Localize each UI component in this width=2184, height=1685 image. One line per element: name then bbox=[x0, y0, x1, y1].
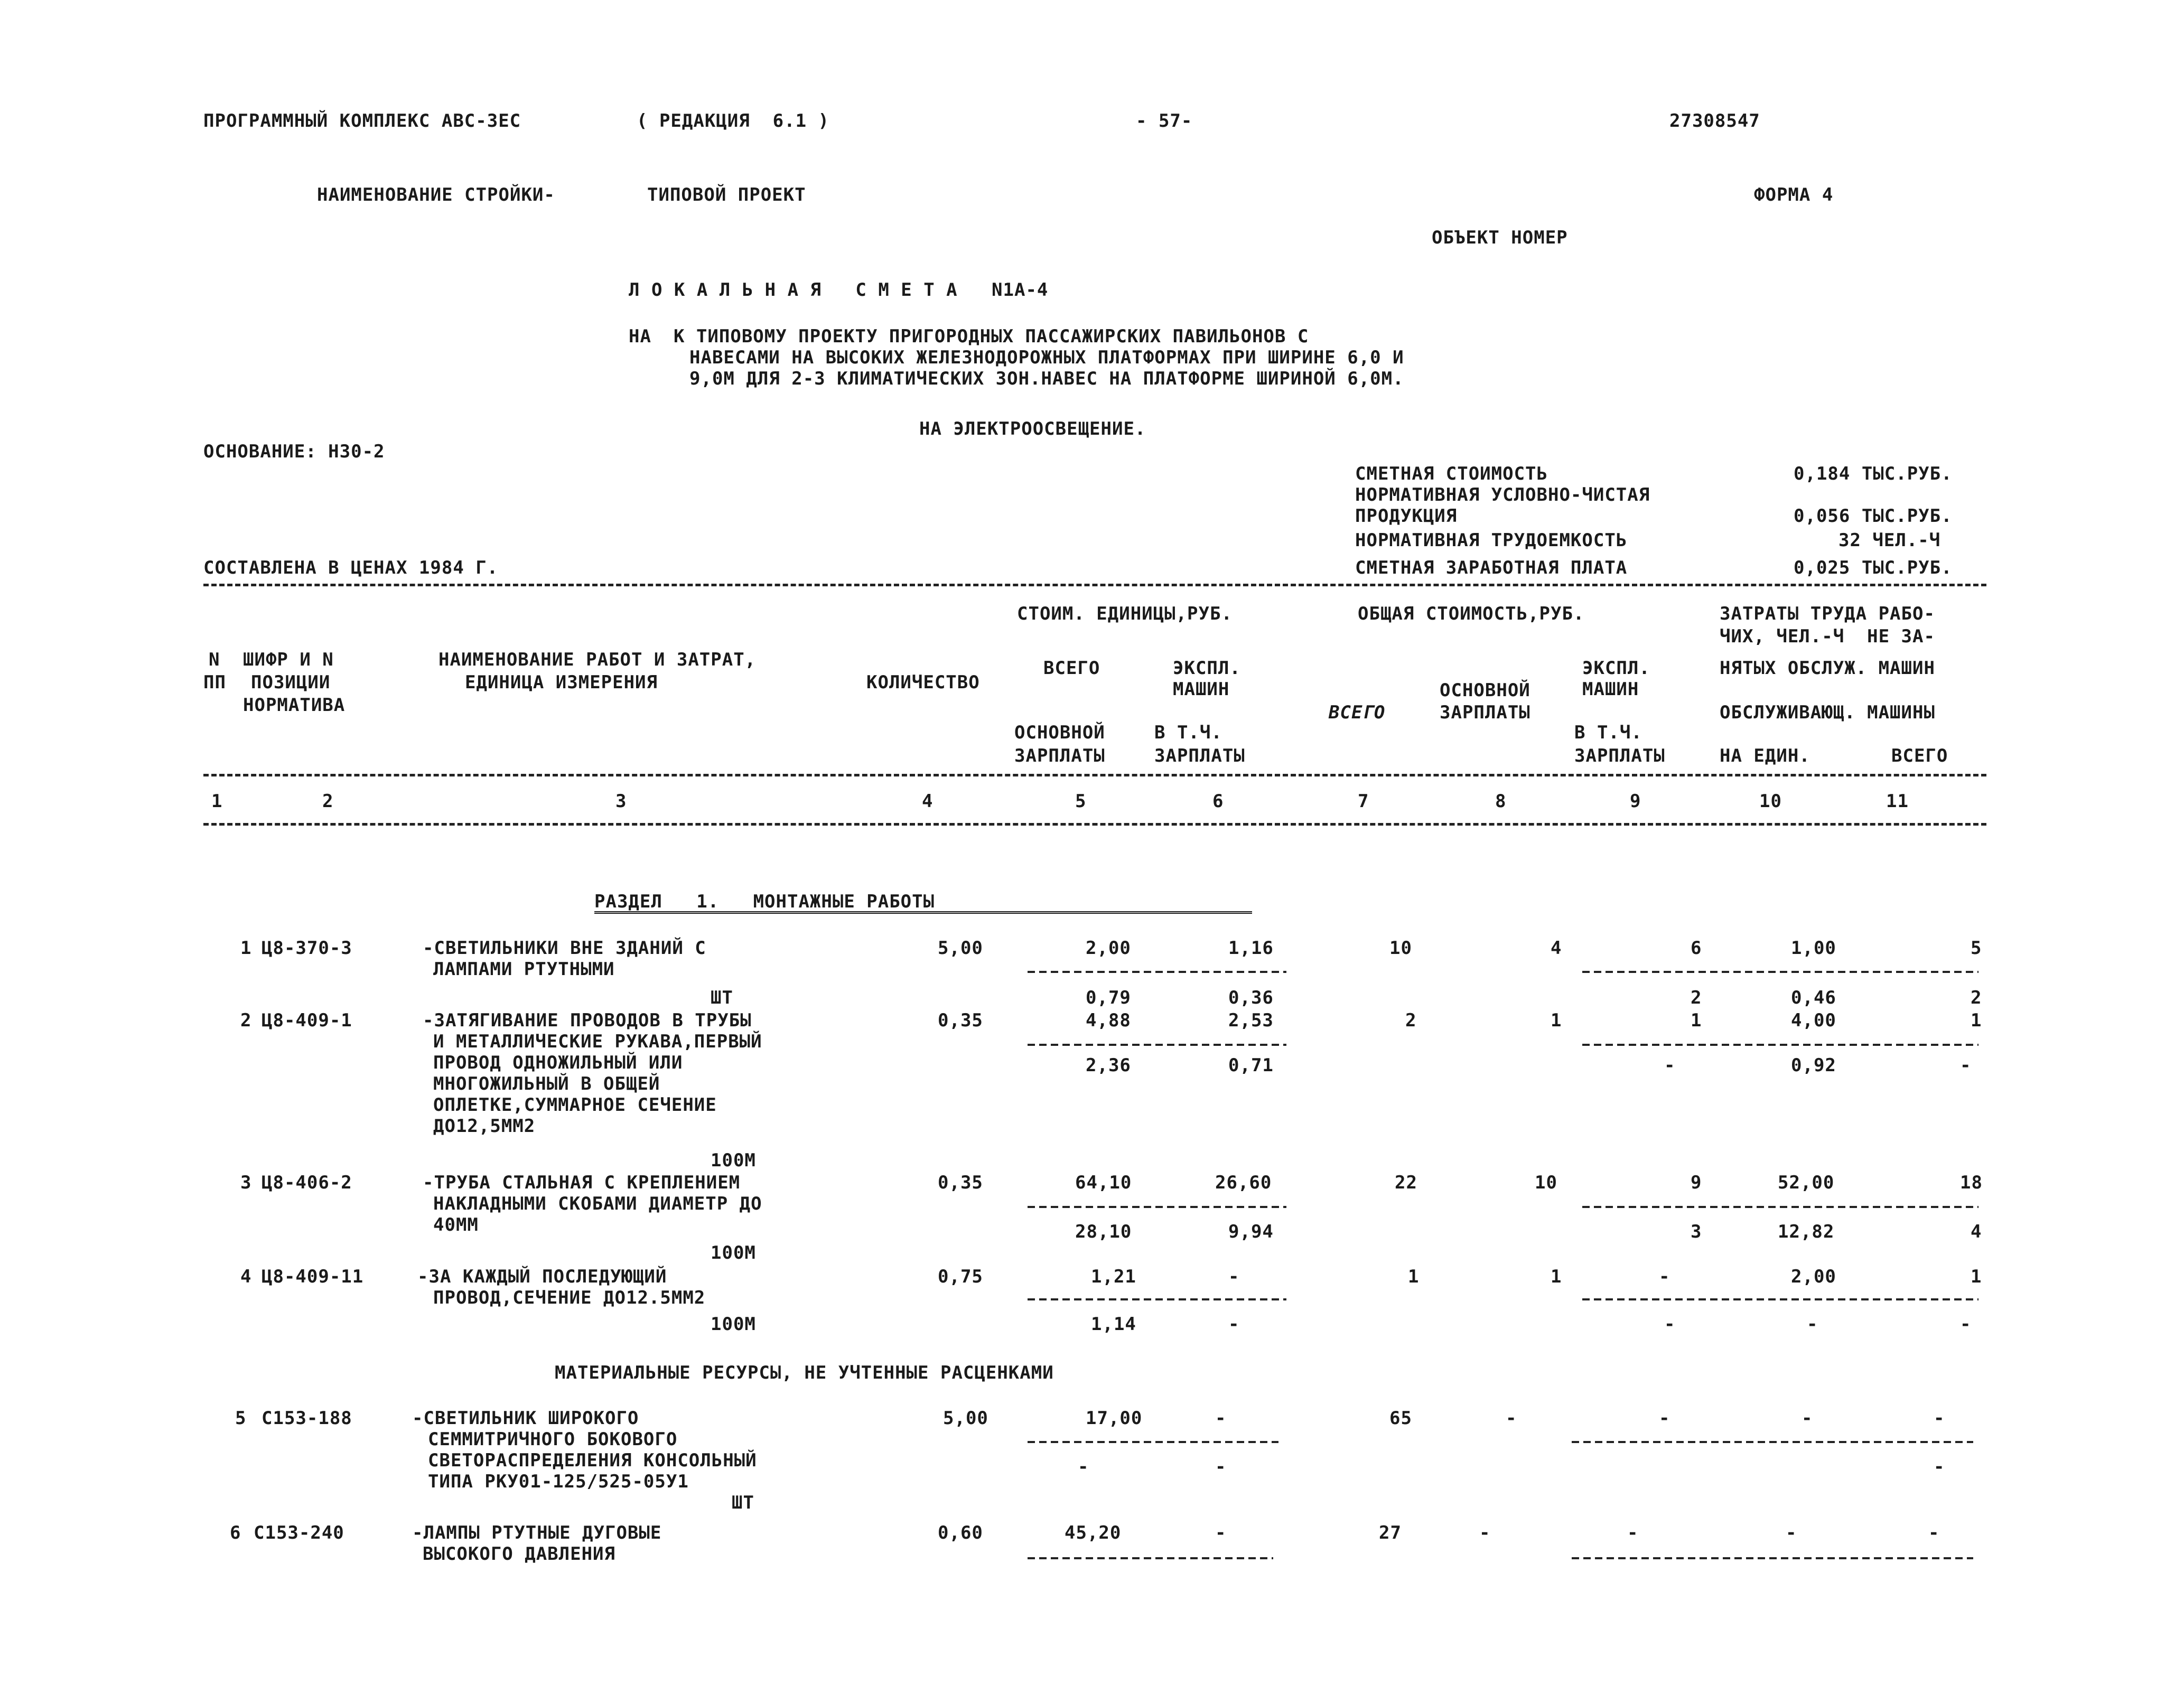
row-total-machines: - bbox=[1659, 1266, 1670, 1287]
row-quantity: 5,00 bbox=[943, 1408, 988, 1429]
row-labor-unit: - bbox=[1786, 1522, 1797, 1543]
summary-label: НОРМАТИВНАЯ УСЛОВНО-ЧИСТАЯ bbox=[1355, 484, 1650, 506]
row-unit-cost: 4,88 bbox=[1086, 1010, 1131, 1031]
unit-cost-incl-header: В Т.Ч. bbox=[1154, 722, 1222, 743]
column-number: 6 bbox=[1212, 791, 1224, 812]
row-number: 4 bbox=[240, 1266, 252, 1287]
col-2-header: НОРМАТИВА bbox=[243, 695, 346, 716]
summary-label: НОРМАТИВНАЯ ТРУДОЕМКОСТЬ bbox=[1355, 530, 1628, 551]
row-name-line: ТИПА РКУ01-125/525-05У1 bbox=[428, 1471, 689, 1492]
row-labor-unit: 1,00 bbox=[1791, 938, 1836, 959]
summary-label: СМЕТНАЯ СТОИМОСТЬ bbox=[1355, 463, 1548, 484]
row-machine-wages: - bbox=[1664, 1055, 1676, 1076]
col-2-header: ПОЗИЦИИ bbox=[251, 672, 331, 693]
row-name-line: СЕММИТРИЧНОГО БОКОВОГО bbox=[428, 1429, 678, 1450]
column-number: 10 bbox=[1759, 791, 1782, 812]
unit-cost-wages-header: ЗАРПЛАТЫ bbox=[1014, 745, 1105, 766]
row-unit-cost: 64,10 bbox=[1075, 1172, 1132, 1193]
summary-value: 0,056 ТЫС.РУБ. bbox=[1794, 506, 1953, 527]
row-unit-machine-wages: - bbox=[1215, 1456, 1227, 1477]
row-total: 27 bbox=[1379, 1522, 1402, 1543]
row-name-line: 40ММ bbox=[433, 1214, 479, 1235]
row-machine-wages: - bbox=[1664, 1314, 1676, 1335]
row-labor-total: - bbox=[1928, 1522, 1940, 1543]
summary-value: 0,184 ТЫС.РУБ. bbox=[1794, 463, 1953, 484]
summary-value: 32 ЧЕЛ.-Ч bbox=[1838, 530, 1941, 551]
title-description-line-3: 9,0М ДЛЯ 2-3 КЛИМАТИЧЕСКИХ ЗОН.НАВЕС НА ПЛАТФОРМЕ ШИРИНОЙ 6,0М. bbox=[689, 368, 1404, 389]
row-unit-machines: 1,16 bbox=[1228, 938, 1274, 959]
unit-cost-incl-header: ЗАРПЛАТЫ bbox=[1154, 745, 1245, 766]
row-unit-machines: - bbox=[1228, 1266, 1240, 1287]
row-labor-machine-total: - bbox=[1960, 1314, 1972, 1335]
row-total: 1 bbox=[1408, 1266, 1420, 1287]
row-name-line: НАКЛАДНЫМИ СКОБАМИ ДИАМЕТР ДО bbox=[433, 1193, 762, 1214]
row-labor-total: 1 bbox=[1971, 1010, 1982, 1031]
row-labor-machine-total: 2 bbox=[1971, 987, 1982, 1008]
row-quantity: 0,35 bbox=[938, 1010, 983, 1031]
row-unit-wages: 0,79 bbox=[1086, 987, 1131, 1008]
row-unit-wages: 2,36 bbox=[1086, 1055, 1131, 1076]
col-1-header: ПП bbox=[203, 672, 226, 693]
program-name: ПРОГРАММНЫЙ КОМПЛЕКС АВС-3ЕС bbox=[203, 110, 521, 132]
form-number: ФОРМА 4 bbox=[1754, 184, 1834, 205]
labor-header: ОБСЛУЖИВАЮЩ. МАШИНЫ bbox=[1720, 702, 1935, 723]
row-unit-machine-wages: 0,71 bbox=[1228, 1055, 1274, 1076]
row-total: 2 bbox=[1405, 1010, 1417, 1031]
row-labor-machine-total: - bbox=[1934, 1456, 1945, 1477]
col-4-header: КОЛИЧЕСТВО bbox=[866, 672, 980, 693]
row-total-wages: 10 bbox=[1535, 1172, 1557, 1193]
prices-label: СОСТАВЛЕНА В ЦЕНАХ 1984 Г. bbox=[203, 557, 499, 578]
document-code: 27308547 bbox=[1669, 110, 1760, 132]
row-total-machines: - bbox=[1659, 1408, 1670, 1429]
row-name-line: ПРОВОД ОДНОЖИЛЬНЫЙ ИЛИ bbox=[433, 1052, 683, 1073]
basis-label: ОСНОВАНИЕ: Н30-2 bbox=[203, 441, 385, 462]
unit-cost-machines-header: МАШИН bbox=[1173, 679, 1230, 700]
edition-label: ( РЕДАКЦИЯ 6.1 ) bbox=[637, 110, 829, 132]
total-cost-header: ОБЩАЯ СТОИМОСТЬ,РУБ. bbox=[1358, 603, 1585, 624]
row-total-machines: 1 bbox=[1691, 1010, 1702, 1031]
row-total: 10 bbox=[1389, 938, 1412, 959]
row-code: С153-240 bbox=[254, 1522, 344, 1543]
construction-value: ТИПОВОЙ ПРОЕКТ bbox=[647, 184, 806, 205]
page-number: - 57- bbox=[1136, 110, 1193, 132]
row-code: Ц8-409-11 bbox=[262, 1266, 364, 1287]
row-unit-machines: - bbox=[1215, 1408, 1227, 1429]
row-number: 3 bbox=[240, 1172, 252, 1193]
row-labor-total: - bbox=[1934, 1408, 1945, 1429]
estimate-subject: НА ЭЛЕКТРООСВЕЩЕНИЕ. bbox=[919, 418, 1146, 439]
labor-total-header: ВСЕГО bbox=[1891, 745, 1948, 766]
column-number: 3 bbox=[615, 791, 627, 812]
total-cost-machines-header: ЭКСПЛ. bbox=[1582, 658, 1650, 679]
row-labor-machine-unit: 12,82 bbox=[1778, 1221, 1835, 1242]
title-prefix: НА bbox=[629, 326, 651, 347]
row-name-line: ЛАМПАМИ РТУТНЫМИ bbox=[433, 959, 615, 980]
col-2-header: ШИФР И N bbox=[243, 649, 334, 670]
row-unit: 100М bbox=[711, 1242, 756, 1263]
column-number: 1 bbox=[211, 791, 223, 812]
total-cost-wages-header: ЗАРПЛАТЫ bbox=[1440, 702, 1530, 723]
summary-value: 0,025 ТЫС.РУБ. bbox=[1794, 557, 1953, 578]
row-unit-cost: 45,20 bbox=[1065, 1522, 1122, 1543]
summary-label: ПРОДУКЦИЯ bbox=[1355, 506, 1458, 527]
row-code: С153-188 bbox=[262, 1408, 352, 1429]
row-number: 1 bbox=[240, 938, 252, 959]
row-number: 5 bbox=[235, 1408, 247, 1429]
row-machine-wages: 3 bbox=[1691, 1221, 1702, 1242]
row-labor-machine-unit: 0,46 bbox=[1791, 987, 1836, 1008]
column-number: 5 bbox=[1075, 791, 1087, 812]
labor-per-unit-header: НА ЕДИН. bbox=[1720, 745, 1810, 766]
row-labor-unit: 52,00 bbox=[1778, 1172, 1835, 1193]
row-name-line: ПРОВОД,СЕЧЕНИЕ ДО12.5ММ2 bbox=[433, 1287, 706, 1308]
total-cost-all-header: ВСЕГО bbox=[1329, 702, 1386, 723]
row-unit-machines: 26,60 bbox=[1215, 1172, 1272, 1193]
row-labor-unit: 2,00 bbox=[1791, 1266, 1836, 1287]
row-labor-unit: 4,00 bbox=[1791, 1010, 1836, 1031]
row-name-line: -СВЕТИЛЬНИК ШИРОКОГО bbox=[412, 1408, 639, 1429]
labor-header: ЧИХ, ЧЕЛ.-Ч НЕ ЗА- bbox=[1720, 626, 1935, 647]
row-quantity: 0,75 bbox=[938, 1266, 983, 1287]
column-number: 9 bbox=[1630, 791, 1641, 812]
row-name-line: ОПЛЕТКЕ,СУММАРНОЕ СЕЧЕНИЕ bbox=[433, 1094, 717, 1116]
row-number: 2 bbox=[240, 1010, 252, 1031]
row-quantity: 5,00 bbox=[938, 938, 983, 959]
row-quantity: 0,60 bbox=[938, 1522, 983, 1543]
row-labor-machine-total: - bbox=[1960, 1055, 1972, 1076]
row-name-line: ВЫСОКОГО ДАВЛЕНИЯ bbox=[423, 1543, 615, 1565]
row-unit-cost: 17,00 bbox=[1086, 1408, 1143, 1429]
row-name-line: СВЕТОРАСПРЕДЕЛЕНИЯ КОНСОЛЬНЫЙ bbox=[428, 1450, 757, 1471]
total-cost-incl-header: В Т.Ч. bbox=[1574, 722, 1642, 743]
unit-cost-machines-header: ЭКСПЛ. bbox=[1173, 658, 1241, 679]
total-cost-incl-header: ЗАРПЛАТЫ bbox=[1574, 745, 1665, 766]
row-unit: 100М bbox=[711, 1150, 756, 1171]
row-total-machines: 6 bbox=[1691, 938, 1702, 959]
column-number: 4 bbox=[922, 791, 934, 812]
row-number: 6 bbox=[230, 1522, 241, 1543]
row-unit-machine-wages: - bbox=[1228, 1314, 1240, 1335]
row-total-wages: 1 bbox=[1551, 1266, 1562, 1287]
column-number: 11 bbox=[1886, 791, 1909, 812]
row-total-wages: - bbox=[1506, 1408, 1517, 1429]
section-1-title: РАЗДЕЛ 1. МОНТАЖНЫЕ РАБОТЫ bbox=[594, 891, 935, 912]
row-unit: ШТ bbox=[732, 1492, 754, 1513]
col-3-header: ЕДИНИЦА ИЗМЕРЕНИЯ bbox=[465, 672, 658, 693]
row-labor-machine-unit: - bbox=[1807, 1314, 1818, 1335]
row-total-wages: 4 bbox=[1551, 938, 1562, 959]
col-3-header: НАИМЕНОВАНИЕ РАБОТ И ЗАТРАТ, bbox=[438, 649, 757, 670]
row-unit-cost: 1,21 bbox=[1091, 1266, 1136, 1287]
col-1-header: N bbox=[209, 649, 220, 670]
unit-cost-header: СТОИМ. ЕДИНИЦЫ,РУБ. bbox=[1017, 603, 1233, 624]
row-total: 65 bbox=[1389, 1408, 1412, 1429]
row-unit-wages: 28,10 bbox=[1075, 1221, 1132, 1242]
row-labor-machine-unit: 0,92 bbox=[1791, 1055, 1836, 1076]
row-quantity: 0,35 bbox=[938, 1172, 983, 1193]
column-number: 8 bbox=[1495, 791, 1507, 812]
row-unit-machine-wages: 9,94 bbox=[1228, 1221, 1274, 1242]
summary-label: СМЕТНАЯ ЗАРАБОТНАЯ ПЛАТА bbox=[1355, 557, 1628, 578]
row-unit-wages: 1,14 bbox=[1091, 1314, 1136, 1335]
row-name-line: -ЗА КАЖДЫЙ ПОСЛЕДУЮЩИЙ bbox=[417, 1266, 667, 1287]
row-name-line: ДО12,5ММ2 bbox=[433, 1116, 536, 1137]
row-name-line: МНОГОЖИЛЬНЫЙ В ОБЩЕЙ bbox=[433, 1073, 660, 1094]
row-name-line: -СВЕТИЛЬНИКИ ВНЕ ЗДАНИЙ С bbox=[423, 938, 706, 959]
row-total-wages: - bbox=[1479, 1522, 1491, 1543]
row-unit-machine-wages: 0,36 bbox=[1228, 987, 1274, 1008]
labor-header: ЗАТРАТЫ ТРУДА РАБО- bbox=[1720, 603, 1935, 624]
total-cost-machines-header: МАШИН bbox=[1582, 679, 1639, 700]
row-total-machines: - bbox=[1627, 1522, 1639, 1543]
row-unit-machines: 2,53 bbox=[1228, 1010, 1274, 1031]
row-labor-total: 5 bbox=[1971, 938, 1982, 959]
row-machine-wages: 2 bbox=[1691, 987, 1702, 1008]
object-number-label: ОБЪЕКТ НОМЕР bbox=[1432, 227, 1568, 248]
unit-cost-wages-header: ОСНОВНОЙ bbox=[1014, 722, 1105, 743]
row-total: 22 bbox=[1395, 1172, 1417, 1193]
section-2-title: МАТЕРИАЛЬНЫЕ РЕСУРСЫ, НЕ УЧТЕННЫЕ РАСЦЕНКАМИ bbox=[555, 1362, 1054, 1383]
row-labor-unit: - bbox=[1802, 1408, 1813, 1429]
row-unit-cost: 2,00 bbox=[1086, 938, 1131, 959]
row-total-machines: 9 bbox=[1691, 1172, 1702, 1193]
total-cost-wages-header: ОСНОВНОЙ bbox=[1440, 680, 1530, 701]
row-name-line: И МЕТАЛЛИЧЕСКИЕ РУКАВА,ПЕРВЫЙ bbox=[433, 1031, 762, 1052]
title-description-line-2: НАВЕСАМИ НА ВЫСОКИХ ЖЕЛЕЗНОДОРОЖНЫХ ПЛАТФОРМАХ ПРИ ШИРИНЕ 6,0 И bbox=[689, 347, 1404, 368]
row-name-line: -ЗАТЯГИВАНИЕ ПРОВОДОВ В ТРУБЫ bbox=[423, 1010, 752, 1031]
estimate-title: Л О К А Л Ь Н А Я С М Е Т А N1А-4 bbox=[629, 279, 1049, 301]
row-code: Ц8-406-2 bbox=[262, 1172, 352, 1193]
row-unit-wages: - bbox=[1078, 1456, 1089, 1477]
row-labor-total: 18 bbox=[1960, 1172, 1983, 1193]
title-description-line-1: К ТИПОВОМУ ПРОЕКТУ ПРИГОРОДНЫХ ПАССАЖИРСКИХ ПАВИЛЬОНОВ С bbox=[674, 326, 1309, 347]
unit-cost-total-header: ВСЕГО bbox=[1043, 658, 1100, 679]
construction-label: НАИМЕНОВАНИЕ СТРОЙКИ- bbox=[317, 184, 555, 205]
column-number: 7 bbox=[1358, 791, 1369, 812]
row-unit-machines: - bbox=[1215, 1522, 1227, 1543]
row-name-line: -ЛАМПЫ РТУТНЫЕ ДУГОВЫЕ bbox=[412, 1522, 662, 1543]
row-code: Ц8-409-1 bbox=[262, 1010, 352, 1031]
row-total-wages: 1 bbox=[1551, 1010, 1562, 1031]
row-unit: ШТ bbox=[711, 987, 733, 1008]
row-unit: 100М bbox=[711, 1314, 756, 1335]
column-number: 2 bbox=[322, 791, 334, 812]
row-code: Ц8-370-3 bbox=[262, 938, 352, 959]
row-name-line: -ТРУБА СТАЛЬНАЯ С КРЕПЛЕНИЕМ bbox=[423, 1172, 741, 1193]
row-labor-total: 1 bbox=[1971, 1266, 1982, 1287]
labor-header: НЯТЫХ ОБСЛУЖ. МАШИН bbox=[1720, 658, 1935, 679]
row-labor-machine-total: 4 bbox=[1971, 1221, 1982, 1242]
